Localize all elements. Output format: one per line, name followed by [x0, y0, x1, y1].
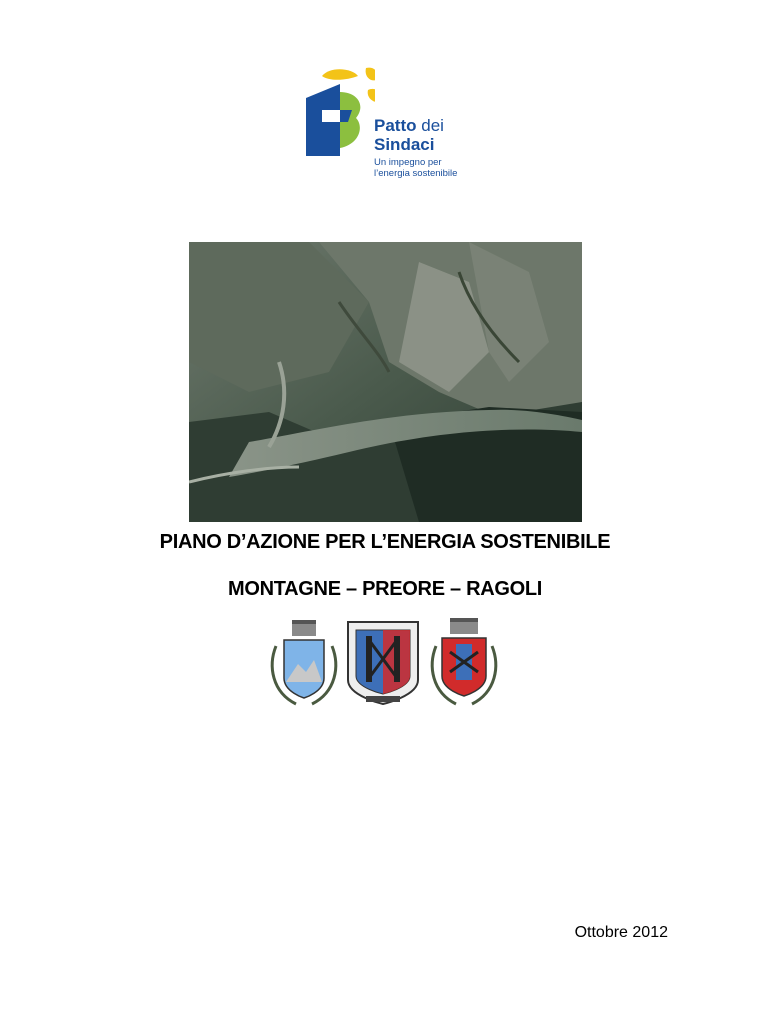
- logo-name-bold: Patto: [374, 116, 417, 135]
- logo-text: [374, 116, 457, 179]
- document-date: Ottobre 2012: [574, 924, 668, 941]
- logo-tagline: [374, 157, 457, 179]
- logo-tagline-2: l’energia sostenibile: [374, 168, 458, 179]
- logo-name: [374, 116, 457, 154]
- logo-mark-icon: [300, 64, 375, 159]
- preore-crest: [344, 616, 422, 713]
- document-title-line1: PIANO D’AZIONE PER L’ENERGIA SOSTENIBILE: [159, 531, 611, 553]
- logo-name-line2: Sindaci: [374, 135, 435, 154]
- document-title-line2: MONTAGNE – PREORE – RAGOLI: [227, 578, 543, 600]
- aerial-photo: [189, 242, 582, 522]
- logo-tagline-1: Un impegno per: [374, 157, 442, 168]
- logo-name-thin: dei: [421, 116, 444, 135]
- patto-dei-sindaci-logo: [300, 64, 480, 186]
- montagne-crest: [266, 616, 342, 713]
- ragoli-crest: [426, 616, 502, 713]
